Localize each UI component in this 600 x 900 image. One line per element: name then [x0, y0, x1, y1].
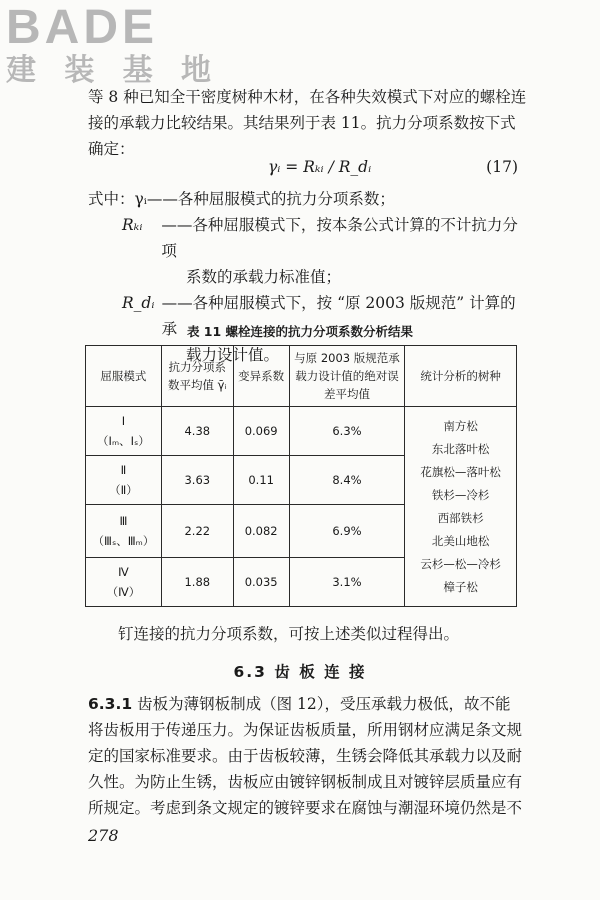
definition-row [88, 186, 528, 212]
intro-line: 等 8 种已知全干密度树种木材，在各种失效模式下对应的螺栓连 [88, 88, 527, 106]
species-item: 花旗松—落叶松 [420, 464, 501, 479]
symbol-definitions [88, 186, 528, 368]
header-abs-error: 与原 2003 版规范承载力设计值的绝对误差平均值 [289, 346, 405, 407]
yield-mode-sub: （Ⅰₘ、Ⅰₛ） [97, 434, 150, 448]
clause-number: 6.3.1 [88, 695, 133, 713]
paragraph-line: 定的国家标准要求。由于齿板较薄，生锈会降低其承载力以及耐 [88, 747, 523, 765]
species-cell [405, 407, 517, 607]
yield-mode-cell [86, 407, 162, 456]
gamma-cell: 1.88 [161, 558, 233, 607]
species-item: 西部铁杉 [437, 510, 484, 525]
yield-mode-sub: （Ⅲₛ、Ⅲₘ） [92, 534, 155, 548]
watermark-brand: BADE [6, 1, 159, 54]
header-gamma-mean: 抗力分项系数平均值 γ̄ᵢ [161, 346, 233, 407]
equation-17 [88, 158, 518, 184]
header-species: 统计分析的树种 [405, 346, 517, 407]
yield-mode-sub: （Ⅱ） [109, 483, 138, 497]
paragraph-text: 齿板为薄钢板制成（图 12），受压承载力极低，故不能 [137, 695, 511, 713]
error-cell: 6.3% [289, 407, 405, 456]
definition-text: ——各种屈服模式下，按 “原 2003 版规范” 计算的承 [161, 294, 516, 338]
yield-mode-sub: （Ⅳ） [106, 585, 141, 599]
error-cell: 6.9% [289, 505, 405, 558]
species-item: 樟子松 [443, 579, 478, 594]
yield-mode: Ⅲ [119, 514, 128, 528]
equation-formula: γᵢ = Rₖᵢ / R_dᵢ [268, 158, 372, 176]
section-title: 6.3 齿 板 连 接 [233, 663, 367, 681]
definition-symbol: 式中：γᵢ [88, 190, 147, 208]
definition-row [88, 212, 528, 264]
species-item: 云杉—松—冷杉 [420, 556, 501, 571]
yield-mode-cell [86, 505, 162, 558]
species-item: 东北落叶松 [431, 441, 490, 456]
yield-mode-cell [86, 456, 162, 505]
results-table [85, 345, 517, 607]
page-number: 278 [88, 826, 119, 845]
definition-continuation: 载力设计值。 [186, 346, 280, 364]
table-header-row [86, 346, 517, 407]
paragraph-line: 所规定。考虑到条文规定的镀锌要求在腐蚀与潮湿环境仍然是不 [88, 799, 523, 817]
cov-cell: 0.082 [233, 505, 289, 558]
cov-cell: 0.069 [233, 407, 289, 456]
yield-mode: Ⅳ [118, 565, 129, 579]
paragraph-line: 久性。为防止生锈，齿板应由镀锌钢板制成且对镀锌层质量应有 [88, 773, 523, 791]
clause-paragraph [88, 691, 523, 821]
watermark-logo [6, 2, 221, 88]
definition-continuation: 系数的承载力标准值； [186, 268, 342, 286]
yield-mode-cell [86, 558, 162, 607]
species-item: 南方松 [443, 418, 478, 433]
paragraph-line: 将齿板用于传递压力。为保证齿板质量，所用钢材应满足条文规 [88, 721, 523, 739]
paragraph-line [88, 691, 520, 717]
definition-text: ——各种屈服模式下，按本条公式计算的不计抗力分项 [161, 216, 518, 260]
table-title: 表 11 螺栓连接的抗力分项系数分析结果 [186, 324, 414, 339]
table-row [86, 407, 517, 456]
cov-cell: 0.11 [233, 456, 289, 505]
gamma-cell: 4.38 [161, 407, 233, 456]
definition-text: ——各种屈服模式的抗力分项系数； [146, 190, 395, 208]
cov-cell: 0.035 [233, 558, 289, 607]
header-yield-mode: 屈服模式 [86, 346, 162, 407]
equation-number: (17) [486, 158, 518, 176]
header-cov: 变异系数 [233, 346, 289, 407]
yield-mode: Ⅰ [121, 414, 126, 428]
definition-symbol: R_dᵢ [122, 294, 155, 312]
definition-symbol: Rₖᵢ [122, 216, 143, 234]
nail-connection-note: 钉连接的抗力分项系数，可按上述类似过程得出。 [118, 625, 460, 643]
species-item: 铁杉—冷杉 [431, 487, 490, 502]
error-cell: 8.4% [289, 456, 405, 505]
gamma-cell: 2.22 [161, 505, 233, 558]
watermark-subtitle: 建 装 基 地 [6, 54, 222, 87]
intro-paragraph [88, 84, 527, 162]
gamma-cell: 3.63 [161, 456, 233, 505]
species-item: 北美山地松 [431, 533, 490, 548]
yield-mode: Ⅱ [120, 463, 127, 477]
error-cell: 3.1% [289, 558, 405, 607]
intro-line: 接的承载力比较结果。其结果列于表 11。抗力分项系数按下式 [88, 114, 516, 132]
intro-line: 确定： [88, 140, 135, 158]
